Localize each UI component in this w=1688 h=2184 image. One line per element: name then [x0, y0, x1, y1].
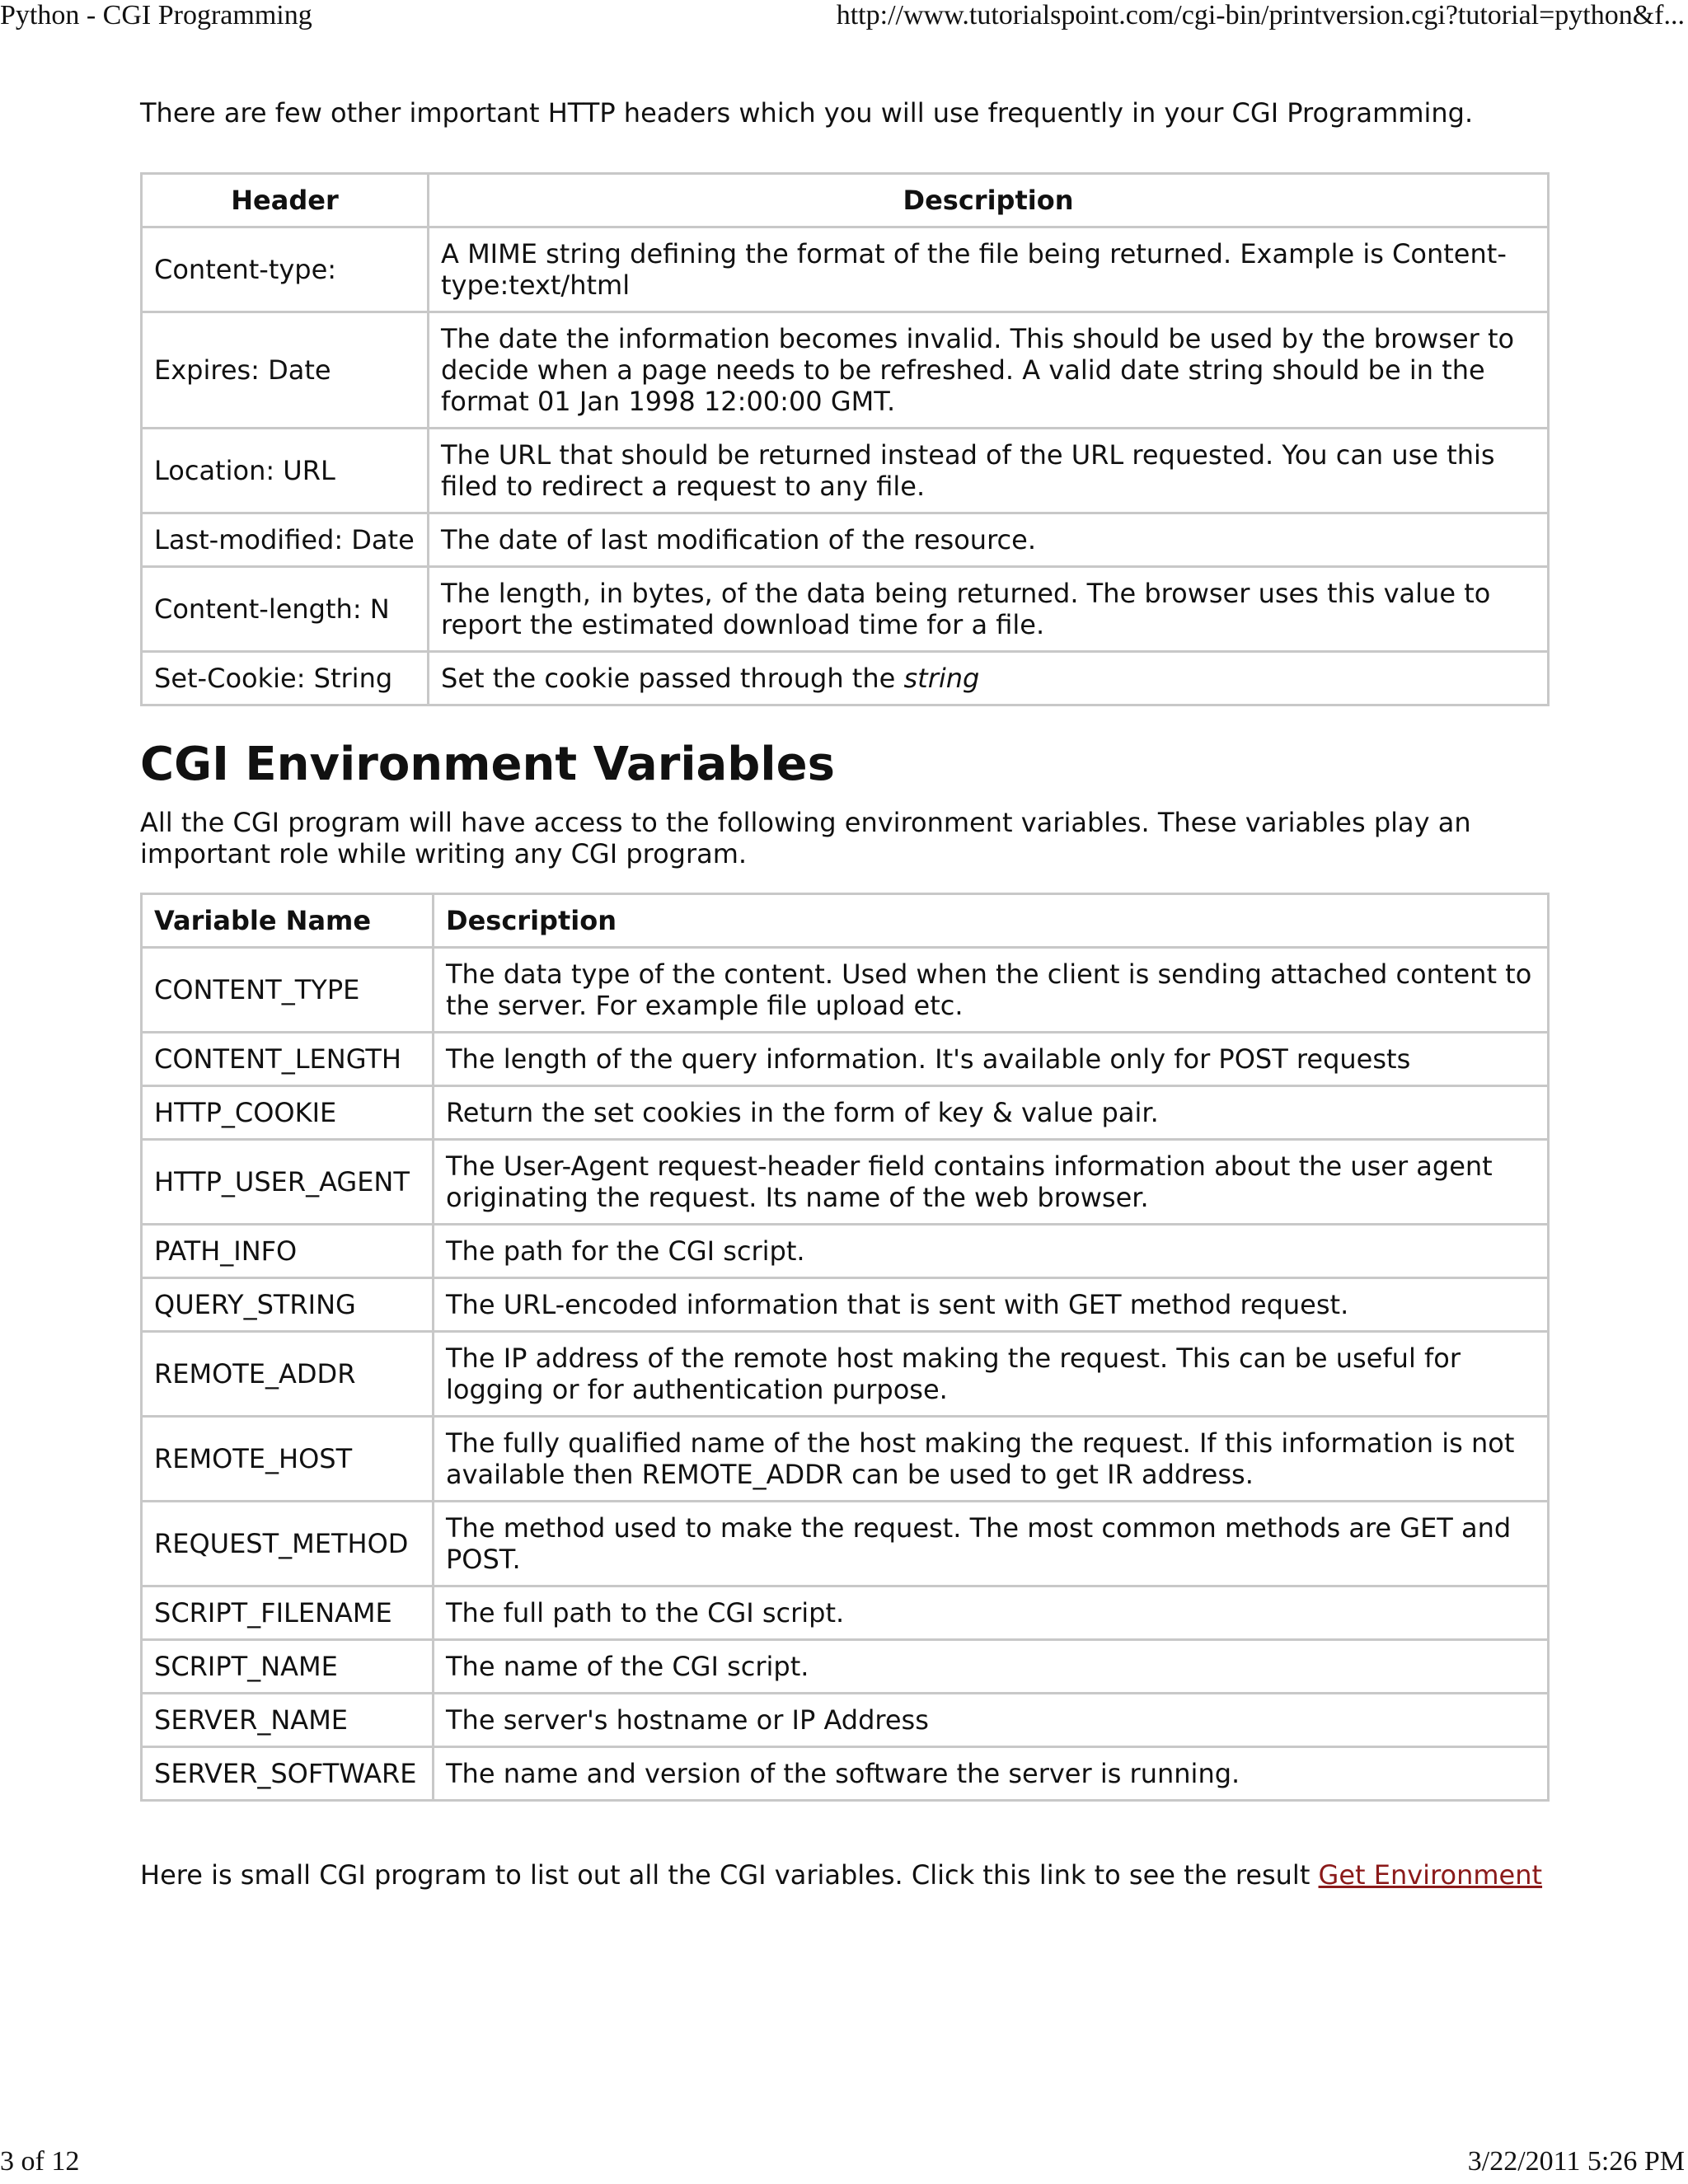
header-name-cell: Content-type:	[142, 227, 429, 312]
table-row	[142, 1140, 1549, 1225]
outro-text: Here is small CGI program to list out all the CGI variables. Click this link to see the result	[140, 1859, 1319, 1891]
header-desc-cell: A MIME string defining the format of the file being returned. Example is Content-type:text/html	[429, 227, 1549, 312]
header-desc-cell: The date the information becomes invalid. This should be used by the browser to decide when a page needs to be refreshed. A valid date string should be in the format 01 Jan 1998 12:00:00 GMT.	[429, 312, 1549, 429]
variable-name-cell: HTTP_USER_AGENT	[142, 1140, 434, 1225]
table-row	[142, 1278, 1549, 1332]
variable-name-cell: REMOTE_ADDR	[142, 1332, 434, 1417]
table-row	[142, 948, 1549, 1033]
table-row	[142, 227, 1549, 312]
table-header-row	[142, 894, 1549, 948]
table-row	[142, 513, 1549, 567]
http-headers-table	[140, 172, 1550, 706]
variable-name-cell: SCRIPT_NAME	[142, 1640, 434, 1694]
variable-desc-cell: The method used to make the request. The most common methods are GET and POST.	[434, 1502, 1549, 1586]
table-header-row	[142, 174, 1549, 227]
variable-name-cell: PATH_INFO	[142, 1225, 434, 1278]
table-row	[142, 567, 1549, 652]
variable-desc-cell: The fully qualified name of the host making the request. If this information is not available then REMOTE_ADDR can be used to get IR address.	[434, 1417, 1549, 1502]
header-desc-cell	[429, 652, 1549, 705]
print-header-url: http://www.tutorialspoint.com/cgi-bin/printversion.cgi?tutorial=python&f...	[836, 0, 1685, 30]
header-desc-cell: The URL that should be returned instead of the URL requested. You can use this filed to redirect a request to any file.	[429, 429, 1549, 513]
header-desc-cell: The length, in bytes, of the data being returned. The browser uses this value to report the estimated download time for a file.	[429, 567, 1549, 652]
column-header: Description	[429, 174, 1549, 227]
print-header	[0, 0, 1688, 33]
table-row	[142, 1225, 1549, 1278]
get-environment-link[interactable]: Get Environment	[1318, 1859, 1543, 1891]
intro-paragraph: There are few other important HTTP headers which you will use frequently in your CGI Programming.	[140, 97, 1474, 129]
variable-desc-cell: The User-Agent request-header field contains information about the user agent originating the request. Its name of the web browser.	[434, 1140, 1549, 1225]
table-row	[142, 429, 1549, 513]
table-row	[142, 1502, 1549, 1586]
print-header-title: Python - CGI Programming	[0, 0, 312, 30]
outro-paragraph	[140, 1859, 1550, 1891]
page-content	[140, 95, 1550, 1891]
desc-text: Set the cookie passed through the	[441, 663, 904, 694]
variable-name-cell: REMOTE_HOST	[142, 1417, 434, 1502]
variable-desc-cell: The full path to the CGI script.	[434, 1586, 1549, 1640]
variable-desc-cell: The data type of the content. Used when the client is sending attached content to the server. For example file upload etc.	[434, 948, 1549, 1033]
table-row	[142, 1332, 1549, 1417]
env-variables-table	[140, 893, 1550, 1802]
table-row	[142, 1640, 1549, 1694]
variable-name-cell: CONTENT_LENGTH	[142, 1033, 434, 1086]
column-header: Description	[434, 894, 1549, 948]
table-row	[142, 1417, 1549, 1502]
table-row	[142, 652, 1549, 705]
variable-desc-cell: The name and version of the software the server is running.	[434, 1747, 1549, 1801]
header-name-cell: Content-length: N	[142, 567, 429, 652]
column-header: Header	[142, 174, 429, 227]
column-header: Variable Name	[142, 894, 434, 948]
variable-desc-cell: Return the set cookies in the form of key & value pair.	[434, 1086, 1549, 1140]
table-row	[142, 1747, 1549, 1801]
header-name-cell: Expires: Date	[142, 312, 429, 429]
table-row	[142, 1086, 1549, 1140]
variable-desc-cell: The path for the CGI script.	[434, 1225, 1549, 1278]
table-row	[142, 312, 1549, 429]
variable-name-cell: SERVER_NAME	[142, 1694, 434, 1747]
print-footer	[0, 2146, 1688, 2179]
header-name-cell: Last-modified: Date	[142, 513, 429, 567]
variable-desc-cell: The name of the CGI script.	[434, 1640, 1549, 1694]
page-number: 3 of 12	[0, 2146, 80, 2177]
header-name-cell: Set-Cookie: String	[142, 652, 429, 705]
variable-name-cell: QUERY_STRING	[142, 1278, 434, 1332]
variable-name-cell: HTTP_COOKIE	[142, 1086, 434, 1140]
variable-name-cell: SCRIPT_FILENAME	[142, 1586, 434, 1640]
variable-desc-cell: The URL-encoded information that is sent with GET method request.	[434, 1278, 1549, 1332]
table-row	[142, 1033, 1549, 1086]
section-title: CGI Environment Variables	[140, 738, 835, 791]
variable-name-cell: REQUEST_METHOD	[142, 1502, 434, 1586]
variable-desc-cell: The IP address of the remote host making the request. This can be useful for logging or for authentication purpose.	[434, 1332, 1549, 1417]
variable-name-cell: SERVER_SOFTWARE	[142, 1747, 434, 1801]
variable-desc-cell: The length of the query information. It's available only for POST requests	[434, 1033, 1549, 1086]
header-desc-cell: The date of last modification of the resource.	[429, 513, 1549, 567]
variable-desc-cell: The server's hostname or IP Address	[434, 1694, 1549, 1747]
variable-name-cell: CONTENT_TYPE	[142, 948, 434, 1033]
table-row	[142, 1586, 1549, 1640]
header-name-cell: Location: URL	[142, 429, 429, 513]
print-datetime: 3/22/2011 5:26 PM	[1467, 2146, 1685, 2177]
env-intro-paragraph: All the CGI program will have access to the following environment variables. These variables play an important role while writing any CGI program.	[140, 807, 1471, 869]
desc-emphasis: string	[903, 663, 980, 694]
table-row	[142, 1694, 1549, 1747]
